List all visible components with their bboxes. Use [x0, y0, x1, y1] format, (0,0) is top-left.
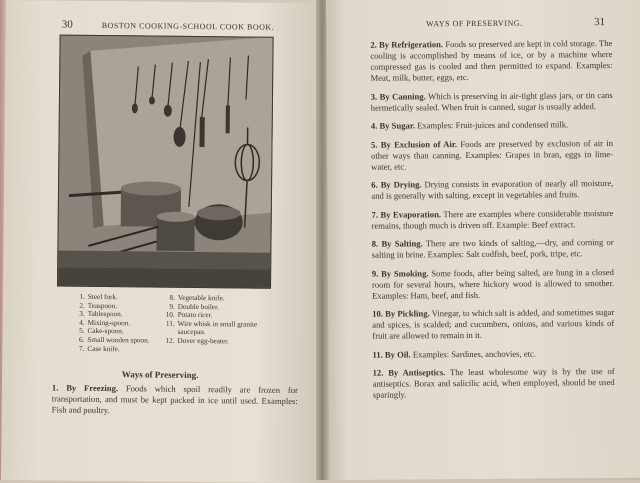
right-page [326, 0, 640, 480]
legend-item: 11. Wire whisk in small granite [163, 319, 295, 329]
legend-item: 2. Teaspoon. [73, 301, 163, 311]
legend-item: 10. Potato ricer. [163, 311, 295, 321]
engraving-illustration [58, 36, 273, 288]
legend-item: 6. Small wooden spoon. [72, 336, 162, 346]
section-title: Ways of Preserving. [2, 368, 318, 381]
paragraph: 11. By Oil. Examples: Sardines, anchovies, etc. [372, 347, 614, 360]
paragraph: 8. By Salting. There are two kinds of salting,—dry, and corning or salting in brine. Examples: Salt codfish, beef, pork, tripe, etc. [372, 237, 614, 261]
left-page-number: 30 [62, 19, 73, 31]
paragraph: 1. By Freezing. Foods which spoil readily are frozen for transportation, and must be kept packed in ice until used. Examples: Fish and poultry. [52, 383, 298, 419]
paragraph: 6. By Drying. Drying consists in evaporation of nearly all moisture, and is generally with salting, except in vegetables and fruits. [371, 178, 613, 202]
legend-item: 12. Dover egg-beater. [162, 337, 294, 347]
right-page-number: 31 [594, 16, 605, 28]
right-running-head: WAYS OF PRESERVING. [426, 19, 522, 29]
legend-item: 9. Double boiler. [163, 302, 295, 312]
kitchen-utensils-engraving [57, 35, 274, 289]
left-page [1, 0, 322, 483]
legend-column-1 [72, 293, 163, 354]
paragraph: 7. By Evaporation. There are examples where considerable moisture remains, though much is driven off. Example: Beef extract. [371, 207, 613, 231]
left-body-text [52, 383, 298, 425]
paragraph: 2. By Refrigeration. Foods so preserved are kept in cold storage. The cooling is accomplished by means of ice, or by a machine where compressed gas is cooled and then permitted to expand. Examples: Meat, milk, butter, eggs, etc. [370, 38, 612, 84]
legend-item: 5. Cake-spoon. [72, 327, 162, 337]
legend-item: 1. Steel fork. [73, 293, 163, 303]
paragraph: 12. By Antiseptics. The least wholesome way is by the use of antiseptics. Borax and salicilic acid, when employed, should be used sparingly. [373, 366, 615, 401]
left-running-head: BOSTON COOKING-SCHOOL COOK BOOK. [102, 21, 275, 32]
legend-item: 3. Tablespoon. [73, 310, 163, 320]
legend-item: 4. Mixing-spoon. [73, 318, 163, 328]
illustration-legend [63, 293, 293, 295]
right-body-text [370, 38, 615, 408]
legend-item: 7. Case knife. [72, 344, 162, 354]
paragraph: 10. By Pickling. Vinegar, to which salt is added, and sometimes sugar and spices, is scalded; and cucumbers, onions, and various kinds of fruit are allowed to remain in it. [372, 307, 614, 342]
paragraph: 3. By Canning. Which is preserving in air-tight glass jars, or tin cans hermetically sealed. When fruit is canned, sugar is usually added. [371, 90, 613, 114]
legend-item: 8. Vegetable knife. [163, 294, 295, 304]
paragraph: 4. By Sugar. Examples: Fruit-juices and condensed milk. [371, 119, 613, 132]
paragraph: 5. By Exclusion of Air. Foods are preserved by exclusion of air in other ways than canning. Examples: Grapes in bran, eggs in lime-water, etc. [371, 137, 613, 172]
legend-item: saucepan. [162, 328, 294, 338]
paragraph: 9. By Smoking. Some foods, after being salted, are hung in a closed room for several hours, where hickory wood is allowed to smother. Examples: Ham, beef, and fish. [372, 266, 614, 301]
legend-column-2 [162, 294, 295, 347]
